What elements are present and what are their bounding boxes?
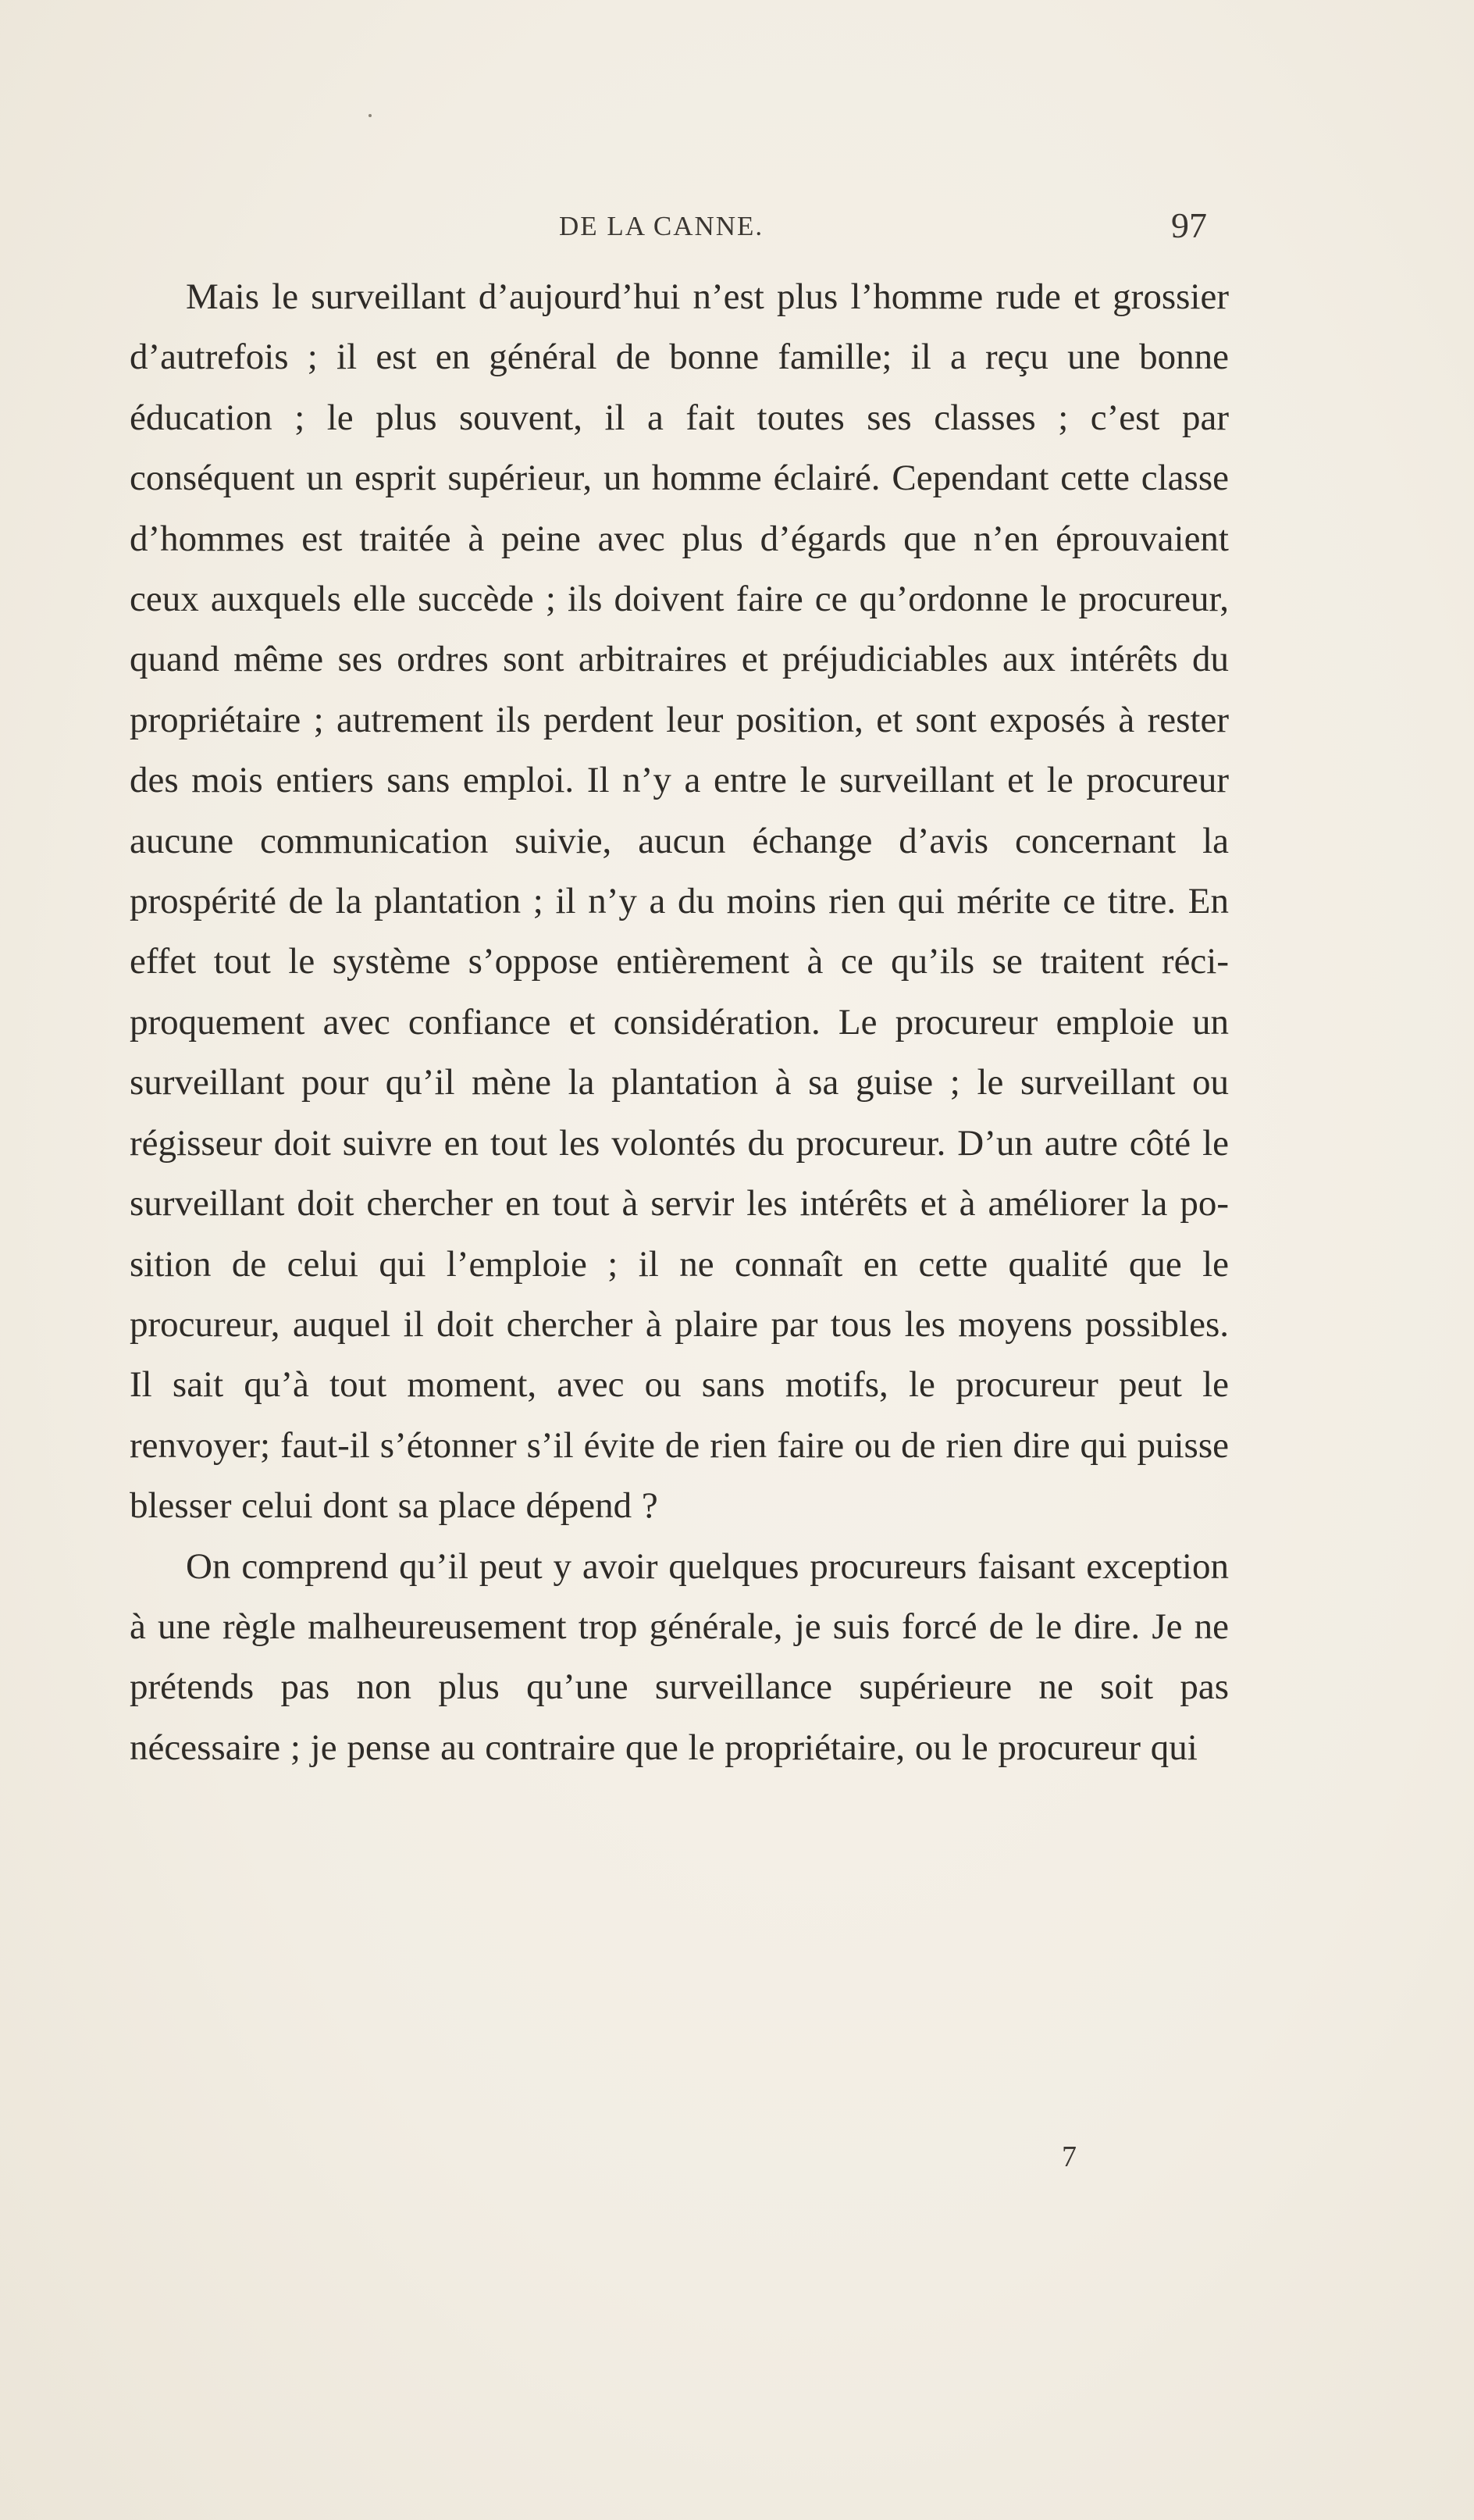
page-number: 97 (1171, 205, 1207, 245)
page-header (0, 205, 1474, 251)
paragraph-1: Mais le surveillant d’aujourd’hui n’est plus l’homme rude et grossier d’autrefois ; il est en général de bonne famille; il a reçu une bonne éducation ; le plus souvent, il a fait toutes ses classes ; c’est par conséquent un esprit supérieur, un homme éclairé. Cependant cette classe d’hommes est traitée à peine avec plus d’égards que n’en éprouvaient ceux auxquels elle succède ; ils doivent faire ce qu’ordonne le procureur, quand même ses ordres sont arbitraires et préjudiciables aux intérêts du propriétaire ; autrement ils perdent leur position, et sont exposés à rester des mois entiers sans emploi. Il n’y a entre le surveillant et le procureur aucune communication suivie, aucun échange d’avis concernant la prospérité de la plantation ; il n’y a du moins rien qui mérite ce titre. En effet tout le système s’oppose entièrement à ce qu’ils se traitent réciproquement avec confiance et considération. Le procureur emploie un surveillant pour qu’il mène la plantation à sa guise ; le surveillant ou régisseur doit suivre en tout les volontés du procureur. D’un autre côté le surveillant doit chercher en tout à servir les intérêts et à améliorer la position de celui qui l’emploie ; il ne connaît en cette qualité que le procureur, auquel il doit chercher à plaire par tous les moyens possibles. Il sait qu’à tout moment, avec ou sans motifs, le procureur peut le renvoyer; faut-il s’étonner s’il évite de rien faire ou de rien dire qui puisse blesser celui dont sa place dépend ? (130, 276, 1229, 1527)
running-title: DE LA CANNE. (559, 211, 764, 241)
signature-mark: 7 (1062, 2140, 1077, 2173)
paper-speck (368, 114, 372, 117)
body-text (130, 267, 1229, 1778)
paragraph-2: On comprend qu’il peut y avoir quelques procureurs faisant exception à une règle malheureusement trop générale, je suis forcé de le dire. Je ne prétends pas non plus qu’une surveillance supérieure ne soit pas nécessaire ; je pense au contraire que le propriétaire, ou le procureur qui (130, 1545, 1229, 1768)
